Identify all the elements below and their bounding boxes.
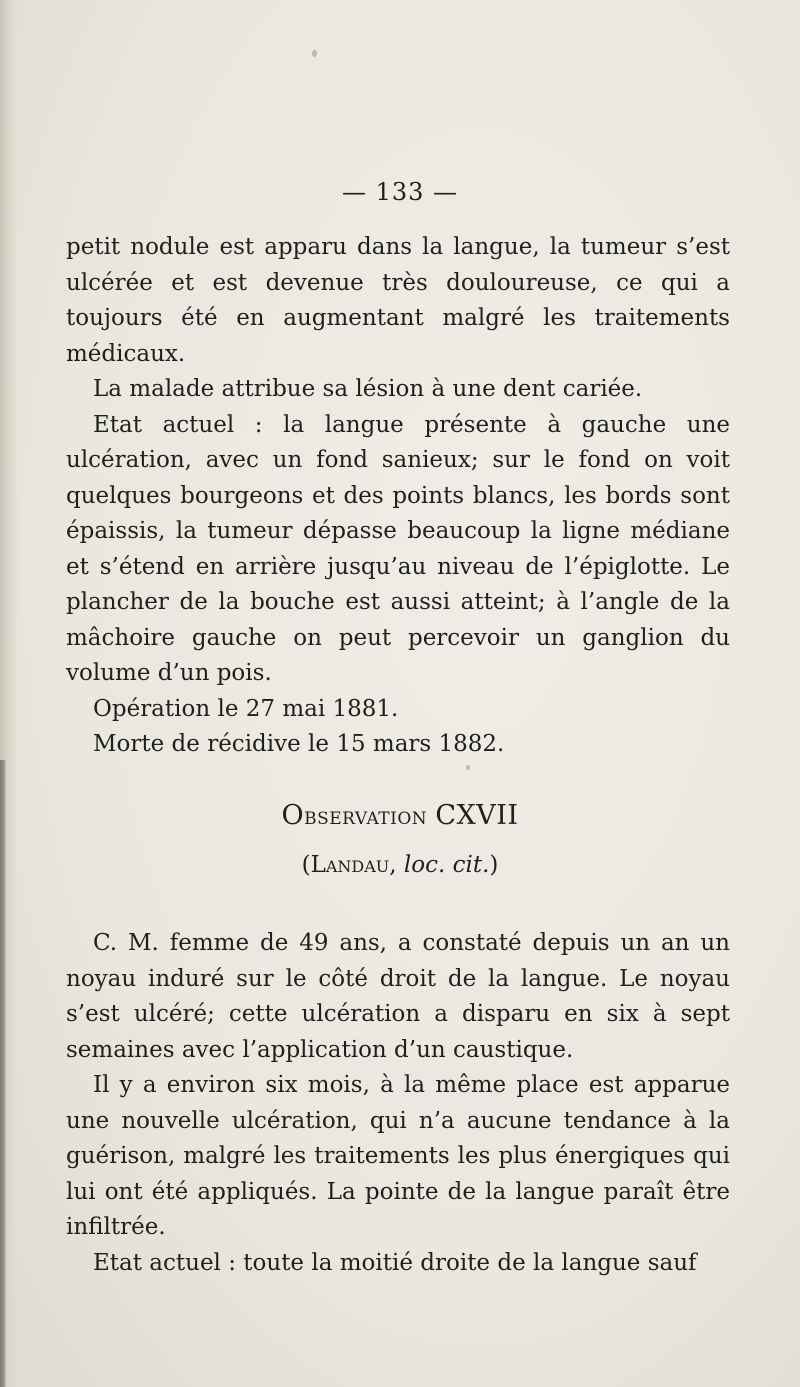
paragraph: Il y a environ six mois, à la même place est apparue une nouvelle ulcération, qui n’a aucune tendance à la guérison, malgré les traitements les plus énergiques qui lui ont été appliqués. La pointe de la langue paraît être infiltrée. (66, 1072, 730, 1240)
open-paren: ( (301, 852, 311, 878)
paper-speck (312, 50, 317, 57)
text-block-bottom (66, 926, 730, 1281)
observation-number: CXVII (435, 800, 519, 831)
paragraph: Etat actuel : la langue présente à gauche une ulcération, avec un fond sanieux; sur le fond on voit quelques bourgeons et des points blancs, les bords sont épaissis, la tumeur dépasse beaucoup la ligne médiane et s’étend en arrière jusqu’au niveau de l’épiglotte. Le plancher de la bouche est aussi atteint; à l’angle de la mâchoire gauche on peut percevoir un ganglion du volume d’un pois. (66, 411, 730, 686)
paragraph: Opération le 27 mai 1881. (93, 695, 399, 722)
close-paren: ) (489, 852, 499, 878)
observation-title-initial: O (281, 800, 305, 831)
paper-speck (466, 765, 470, 770)
page-number: — 133 — (341, 178, 459, 206)
paragraph: Etat actuel : toute la moitié droite de la langue sauf (93, 1249, 697, 1276)
text-block-top (66, 230, 730, 763)
paragraph: petit nodule est apparu dans la langue, la tumeur s’est ulcérée et est devenue très douloureuse, ce qui a toujours été en augmentant malgré les traitements médicaux. (66, 234, 730, 367)
observation-author: Landau (310, 852, 390, 878)
observation-heading (0, 800, 800, 831)
paragraph: Morte de récidive le 15 mars 1882. (93, 731, 505, 757)
paragraph: C. M. femme de 49 ans, a constaté depuis un an un noyau induré sur le côté droit de la langue. Le noyau s’est ulcéré; cette ulcération a disparu en six à sept semaines avec l’application d’un caustique. (66, 930, 730, 1063)
observation-reference: loc. cit. (403, 852, 490, 878)
author-separator: , (389, 852, 404, 878)
observation-title-rest: bservation (304, 802, 428, 830)
observation-source (0, 852, 800, 878)
paragraph: La malade attribue sa lésion à une dent cariée. (93, 376, 643, 402)
